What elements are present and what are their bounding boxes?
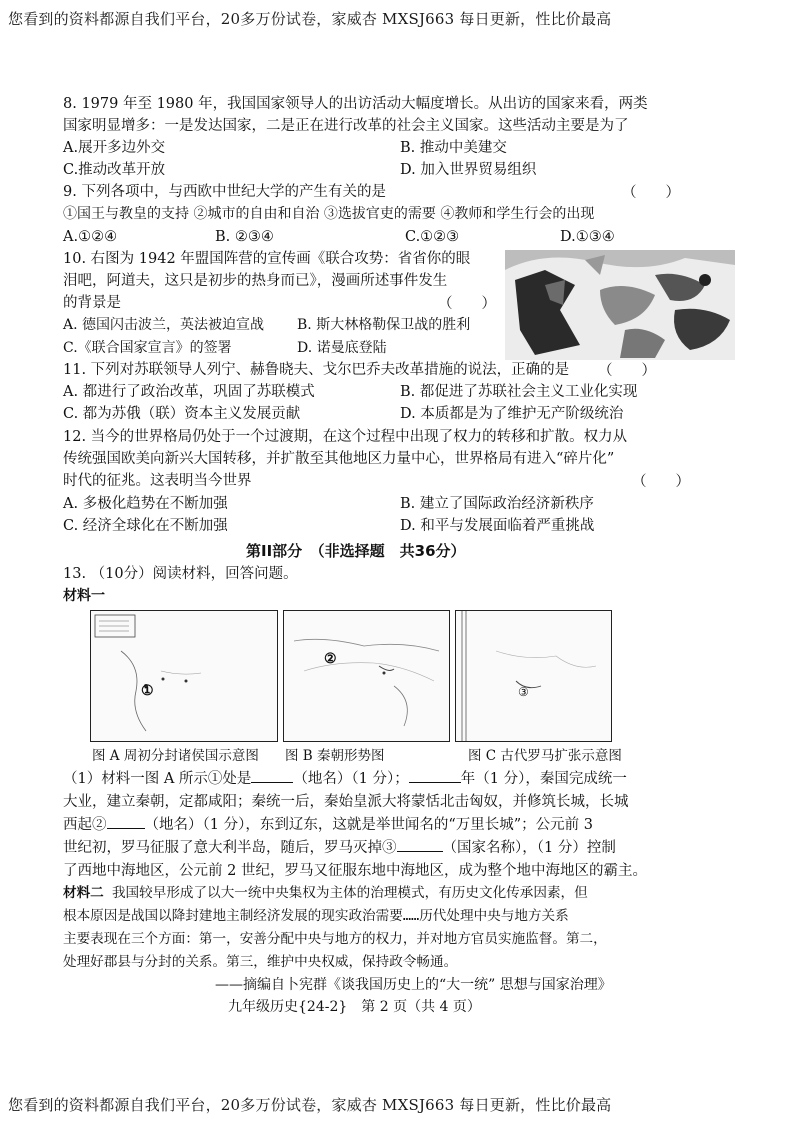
q13-p1-line2: 大业，建立秦朝，定都咸阳；秦统一后，秦始皇派大将蒙恬北击匈奴，并修筑长城，长城 [63,794,629,810]
bottom-banner: 您看到的资料都源自我们平台，20多万份试卷，家威杏 MXSJ663 每日更新，性比价最高 [8,1096,612,1114]
map-b-caption: 图 B 秦朝形势图 [285,748,385,764]
q10-option-d: D. 诺曼底登陆 [297,340,387,356]
material2-l1: 我国较早形成了以大一统中央集权为主体的治理模式，有历史文化传承因素，但 [111,885,588,901]
q11-option-a: A. 都进行了政治改革，巩固了苏联模式 [63,384,315,400]
top-banner: 您看到的资料都源自我们平台，20多万份试卷，家威杏 MXSJ663 每日更新，性比价最高 [8,10,612,28]
section-2-title: 第II部分 （非选择题 共36分） [246,542,466,560]
q11-option-b: B. 都促进了苏联社会主义工业化实现 [400,384,638,400]
q10-line1: 10. 右图为 1942 年盟国阵营的宣传画《联合攻势：省省你的眼 [63,251,471,267]
q13-p1-l3a: 西起② [63,817,107,833]
q12-option-c: C. 经济全球化在不断加强 [63,518,228,534]
q8-option-a: A.展开多边外交 [63,140,166,156]
q10-line3: 的背景是 [63,295,121,311]
blank-year[interactable] [409,768,461,783]
q9-option-a: A.①②④ [63,229,118,245]
blank-3[interactable] [397,837,443,852]
map-a-zhou-fiefs [90,610,278,742]
q10-line2: 泪吧，阿道夫，这只是初步的热身而已》，漫画所述事件发生 [63,273,448,289]
material2-line1 [63,882,588,904]
blank-1[interactable] [251,768,293,783]
q11-option-c: C. 都为苏俄（联）资本主义发展贡献 [63,406,301,422]
q12-option-b: B. 建立了国际政治经济新秩序 [400,496,594,512]
q13-p1-line1 [63,768,627,790]
material2-line3: 主要表现在三个方面：第一，安善分配中央与地方的权力，并对地方官员实施监督。第二， [63,931,607,947]
map-c-roman-expansion [455,610,612,742]
material1-label: 材料一 [63,588,105,604]
marker-1: ① [141,683,154,699]
q9-option-d: D.①③④ [560,229,615,245]
q13-p1-l4a: 世纪初，罗马征服了意大利半岛，随后，罗马灭掉③ [63,840,397,856]
q12-line2: 传统强国欧美向新兴大国转移，并扩散至其他地区力量中心，世界格局有进入“碎片化” [63,451,615,467]
q9-option-b: B. ②③④ [215,229,274,245]
q9-items: ①国王与教皇的支持 ②城市的自由和自治 ③选拔官吏的需要 ④教师和学生行会的出现 [63,206,595,222]
q10-option-b: B. 斯大林格勒保卫战的胜利 [297,317,471,333]
marker-3: ③ [518,685,529,699]
q10-option-c: C.《联合国家宣言》的签署 [63,340,232,356]
q10-option-a: A. 德国闪击波兰，英法被迫宣战 [63,317,265,333]
q10-answer-paren: （ ） [438,296,496,312]
q12-answer-paren: （ ） [632,474,690,490]
q13-p1-l1c: 年（1 分），秦国完成统一 [460,771,627,787]
material2-line2: 根本原因是战国以降封建地主制经济发展的现实政治需要……历代处理中央与地方关系 [63,908,569,924]
page-footer: 九年级历史{24-2} 第 2 页（共 4 页） [228,999,481,1015]
q8-line1: 8. 1979 年至 1980 年，我国国家领导人的出访活动大幅度增长。从出访的国家来看，两类 [63,96,648,112]
map-a-caption: 图 A 周初分封诸侯国示意图 [92,748,259,764]
map-b-qin-dynasty [283,610,450,742]
q11-option-d: D. 本质都是为了维护无产阶级统治 [400,406,624,422]
q12-option-d: D. 和平与发展面临着严重挑战 [400,518,595,534]
q8-option-d: D. 加入世界贸易组织 [400,162,537,178]
q11-answer-paren: （ ） [598,363,656,379]
q13-p1-line5: 了西地中海地区，公元前 2 世纪，罗马又征服东地中海地区，成为整个地中海地区的霸主。 [63,863,647,879]
q13-p1-l1a: （1）材料一图 A 所示①处是 [63,771,252,787]
blank-2[interactable] [107,814,145,829]
propaganda-poster-image [505,250,735,360]
material2-source: ——摘编自卜宪群《谈我国历史上的“大一统” 思想与国家治理》 [215,977,612,993]
q12-line3: 时代的征兆。这表明当今世界 [63,473,252,489]
marker-2: ② [324,651,337,667]
q13-p1-line3 [63,814,593,836]
material2-label: 材料二 [63,885,104,901]
q9-option-c: C.①②③ [405,229,460,245]
q11-stem: 11. 下列对苏联领导人列宁、赫鲁晓夫、戈尔巴乔夫改革措施的说法，正确的是 [63,362,570,378]
q8-line2: 国家明显增多：一是发达国家，二是正在进行改革的社会主义国家。这些活动主要是为了 [63,118,629,134]
q9-stem: 9. 下列各项中，与西欧中世纪大学的产生有关的是 [63,184,386,200]
q13-p1-l4b: （国家名称），（1 分）控制 [442,840,616,856]
q8-option-c: C.推动改革开放 [63,162,166,178]
map-c-caption: 图 C 古代罗马扩张示意图 [468,748,622,764]
q13-p1-l1b: （地名）（1 分）； [293,771,409,787]
q13-p1-l3b: （地名）（1 分），东到辽东，这就是举世闻名的“万里长城”；公元前 3 [144,817,593,833]
material2-line4: 处理好郡县与分封的关系。第三，维护中央权威，保持政令畅通。 [63,954,458,970]
q13-stem: 13. （10分）阅读材料，回答问题。 [63,566,298,582]
q13-p1-line4 [63,837,616,859]
q12-option-a: A. 多极化趋势在不断加强 [63,496,228,512]
q8-option-b: B. 推动中美建交 [400,140,507,156]
q12-line1: 12. 当今的世界格局仍处于一个过渡期，在这个过程中出现了权力的转移和扩散。权力从 [63,429,628,445]
q9-answer-paren: （ ） [622,185,680,201]
